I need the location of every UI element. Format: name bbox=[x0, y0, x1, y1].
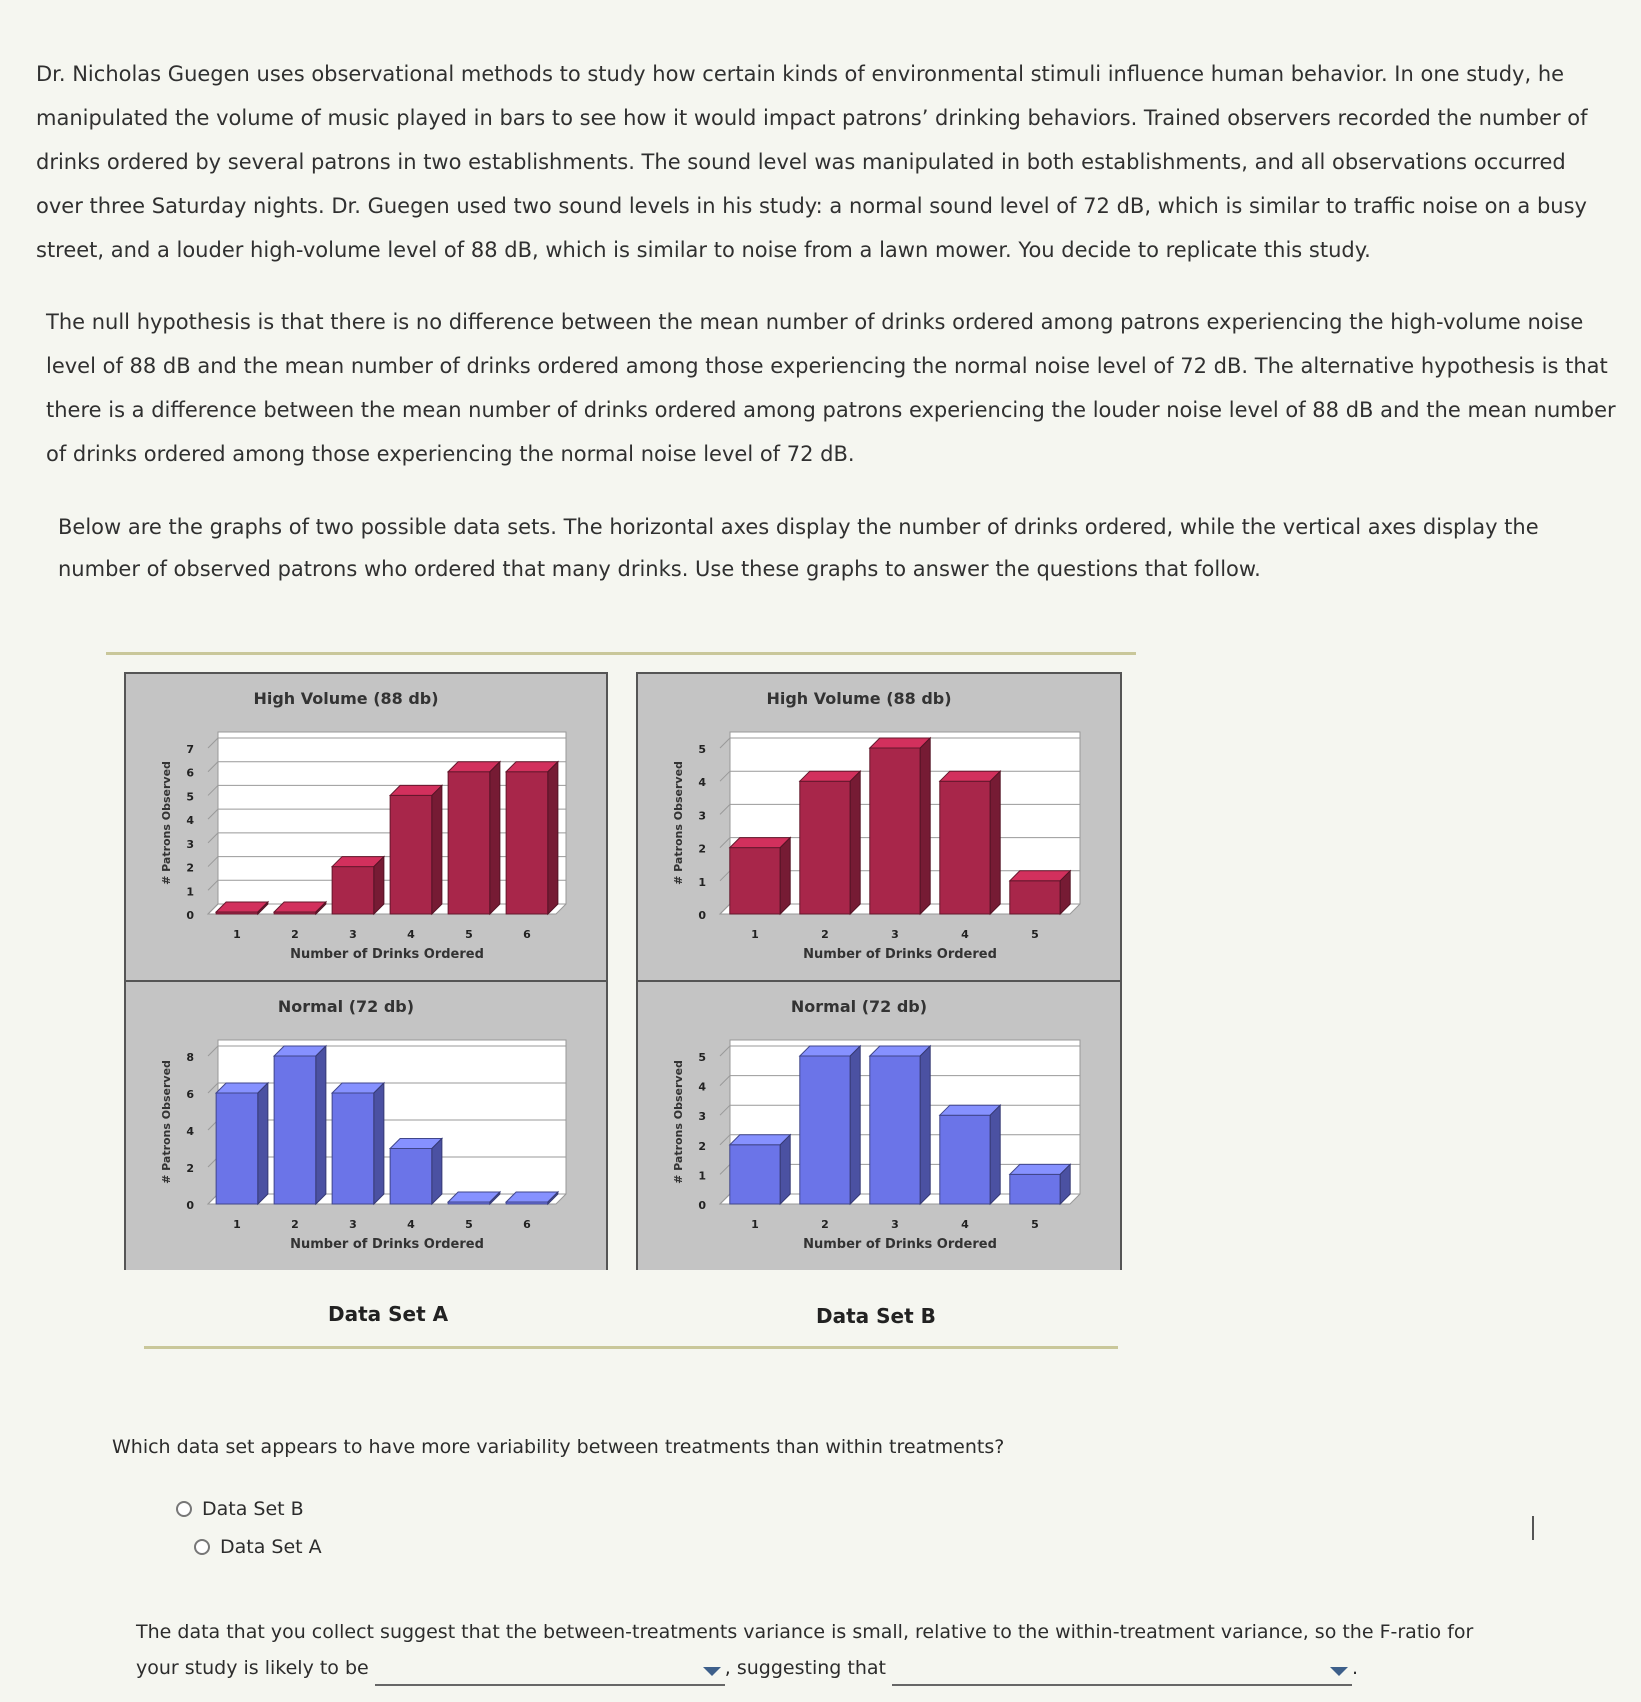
x-tick-label: 3 bbox=[891, 928, 899, 941]
chart-title: High Volume (88 db) bbox=[253, 689, 439, 708]
f-ratio-dropdown[interactable] bbox=[375, 1658, 725, 1686]
chevron-down-icon bbox=[703, 1667, 721, 1676]
y-tick-label: 4 bbox=[698, 1080, 706, 1094]
bar bbox=[940, 1115, 990, 1204]
x-tick-label: 5 bbox=[1031, 1218, 1039, 1231]
chart-title: Normal (72 db) bbox=[277, 997, 415, 1016]
intro-paragraph-1: Dr. Nicholas Guegen uses observational methods to study how certain kinds of environmental stimuli influence human behavior. In one study, he manipulated the volume of music played in bars to see how it would impact patrons’ drinking behaviors. Trained observers recorded the number of drinks ordered by several patrons in two establishments. The sound level was manipulated in both establishments, and all observations occurred over three Saturday nights. Dr. Guegen used two sound levels in his study: a normal sound level of 72 dB, which is similar to traffic noise on a busy street, and a louder high-volume level of 88 dB, which is similar to noise from a lawn mower. You decide to replicate this study. bbox=[36, 62, 1588, 262]
conclusion-dropdown[interactable] bbox=[892, 1658, 1352, 1686]
bar-side bbox=[374, 857, 384, 914]
x-tick-label: 4 bbox=[961, 1218, 969, 1231]
y-tick-label: 4 bbox=[186, 1125, 194, 1138]
bar-side bbox=[990, 771, 1000, 914]
bar bbox=[1010, 881, 1060, 914]
bar-side bbox=[548, 762, 558, 914]
question-1-text: Which data set appears to have more variability between treatments than within treatments? bbox=[112, 1436, 1005, 1458]
bar-side bbox=[316, 1046, 326, 1204]
x-tick-label: 1 bbox=[751, 928, 759, 941]
text-cursor bbox=[1532, 1516, 1534, 1540]
y-tick-label: 2 bbox=[186, 861, 194, 875]
y-tick-label: 0 bbox=[698, 909, 706, 922]
y-tick-label: 2 bbox=[698, 842, 706, 856]
bar bbox=[730, 848, 780, 914]
y-tick-label: 5 bbox=[186, 790, 194, 804]
bar bbox=[800, 781, 850, 914]
chart-a-high-volume bbox=[126, 674, 606, 980]
y-tick-label: 7 bbox=[186, 743, 194, 756]
y-tick-label: 4 bbox=[186, 814, 194, 828]
question-2 bbox=[136, 1614, 1496, 1686]
bar bbox=[506, 772, 548, 914]
y-tick-label: 1 bbox=[698, 1169, 706, 1183]
y-tick-label: 3 bbox=[698, 809, 706, 823]
x-axis-label: Number of Drinks Ordered bbox=[290, 947, 484, 962]
bar bbox=[332, 867, 374, 914]
intro-paragraph-3: Below are the graphs of two possible data sets. The horizontal axes display the number of drinks ordered, while the vertical axes display the number of observed patrons who ordered that many drinks. Use these graphs to answer the questions that follow. bbox=[58, 515, 1539, 581]
x-tick-label: 3 bbox=[349, 1218, 357, 1231]
bar bbox=[940, 781, 990, 914]
option-data-set-b-label: Data Set B bbox=[202, 1498, 304, 1520]
question-2-text-before: The data that you collect suggest that the between-treatments variance is small, relative to the within-treatment variance, so the F-ratio for your study is likely to be bbox=[136, 1621, 1474, 1679]
x-tick-label: 3 bbox=[891, 1218, 899, 1231]
chart-a-normal bbox=[126, 980, 606, 1270]
y-tick-label: 2 bbox=[698, 1139, 706, 1153]
x-tick-label: 2 bbox=[821, 928, 829, 941]
y-tick-label: 6 bbox=[186, 766, 194, 780]
y-axis-label: # Patrons Observed bbox=[160, 761, 173, 885]
option-data-set-a-label: Data Set A bbox=[220, 1536, 322, 1558]
x-tick-label: 4 bbox=[407, 1218, 415, 1231]
bar bbox=[870, 748, 920, 914]
x-tick-label: 4 bbox=[407, 928, 415, 941]
x-tick-label: 2 bbox=[291, 1218, 299, 1231]
y-tick-label: 5 bbox=[698, 743, 706, 756]
bar bbox=[390, 795, 432, 914]
data-set-a-panel bbox=[124, 672, 608, 1270]
bar bbox=[870, 1056, 920, 1204]
bar-side bbox=[490, 762, 500, 914]
y-tick-label: 4 bbox=[698, 776, 706, 790]
y-tick-label: 6 bbox=[186, 1088, 194, 1101]
bar bbox=[274, 1056, 316, 1204]
y-tick-label: 3 bbox=[698, 1110, 706, 1124]
x-tick-label: 5 bbox=[1031, 928, 1039, 941]
option-data-set-a[interactable] bbox=[194, 1536, 322, 1558]
y-tick-label: 0 bbox=[698, 1199, 706, 1212]
y-tick-label: 2 bbox=[186, 1162, 194, 1175]
bar bbox=[390, 1149, 432, 1205]
bar-side bbox=[258, 1083, 268, 1204]
bar-side bbox=[920, 738, 930, 914]
data-set-b-label: Data Set B bbox=[816, 1304, 936, 1328]
question-2-text-middle: , suggesting that bbox=[724, 1657, 886, 1679]
y-tick-label: 1 bbox=[698, 875, 706, 889]
y-axis-label: # Patrons Observed bbox=[160, 1060, 173, 1184]
bar-side bbox=[432, 785, 442, 914]
bar bbox=[216, 1093, 258, 1204]
bar bbox=[1010, 1174, 1060, 1204]
y-tick-label: 0 bbox=[186, 909, 194, 922]
bar-side bbox=[780, 1135, 790, 1204]
bar bbox=[448, 772, 490, 914]
y-axis-label: # Patrons Observed bbox=[672, 1060, 685, 1184]
intro-paragraph-2: The null hypothesis is that there is no difference between the mean number of drinks ordered among patrons experiencing the high-volume noise level of 88 dB and the mean number of drinks ordered among those experiencing the normal noise level of 72 dB. The alternative hypothesis is that there is a difference between the mean number of drinks ordered among patrons experiencing the louder noise level of 88 dB and the mean number of drinks ordered among those experiencing the normal noise level of 72 dB. bbox=[46, 310, 1616, 466]
x-tick-label: 6 bbox=[523, 1218, 531, 1231]
radio-data-set-b[interactable] bbox=[176, 1501, 192, 1517]
chart-title: High Volume (88 db) bbox=[766, 689, 952, 708]
y-tick-label: 1 bbox=[186, 885, 194, 899]
chart-b-high-volume bbox=[638, 674, 1120, 980]
question-2-text-after: . bbox=[1352, 1657, 1359, 1679]
bar-side bbox=[780, 838, 790, 914]
option-data-set-b[interactable] bbox=[176, 1498, 304, 1520]
x-tick-label: 2 bbox=[821, 1218, 829, 1231]
data-set-a-label: Data Set A bbox=[328, 1302, 449, 1326]
chart-b-normal bbox=[638, 980, 1120, 1270]
bar-side bbox=[850, 1046, 860, 1204]
y-tick-label: 5 bbox=[698, 1051, 706, 1064]
bar-side bbox=[432, 1139, 442, 1205]
bar-side bbox=[920, 1046, 930, 1204]
x-axis-label: Number of Drinks Ordered bbox=[803, 947, 997, 962]
bar bbox=[800, 1056, 850, 1204]
x-tick-label: 1 bbox=[751, 1218, 759, 1231]
chevron-down-icon bbox=[1330, 1667, 1348, 1676]
x-tick-label: 6 bbox=[523, 928, 531, 941]
y-tick-label: 8 bbox=[186, 1051, 194, 1064]
radio-data-set-a[interactable] bbox=[194, 1539, 210, 1555]
x-tick-label: 1 bbox=[233, 928, 241, 941]
x-tick-label: 3 bbox=[349, 928, 357, 941]
x-tick-label: 5 bbox=[465, 1218, 473, 1231]
bottom-divider bbox=[144, 1346, 1118, 1349]
bar-side bbox=[990, 1105, 1000, 1204]
bar-side bbox=[850, 771, 860, 914]
x-tick-label: 4 bbox=[961, 928, 969, 941]
top-divider bbox=[106, 652, 1136, 655]
x-tick-label: 1 bbox=[233, 1218, 241, 1231]
bar-side bbox=[374, 1083, 384, 1204]
y-tick-label: 0 bbox=[186, 1199, 194, 1212]
x-axis-label: Number of Drinks Ordered bbox=[290, 1237, 484, 1252]
data-set-b-panel bbox=[636, 672, 1122, 1270]
bar bbox=[332, 1093, 374, 1204]
chart-title: Normal (72 db) bbox=[790, 997, 928, 1016]
bar bbox=[730, 1145, 780, 1204]
x-axis-label: Number of Drinks Ordered bbox=[803, 1237, 997, 1252]
y-tick-label: 3 bbox=[186, 837, 194, 851]
x-tick-label: 5 bbox=[465, 928, 473, 941]
x-tick-label: 2 bbox=[291, 928, 299, 941]
y-axis-label: # Patrons Observed bbox=[672, 761, 685, 885]
